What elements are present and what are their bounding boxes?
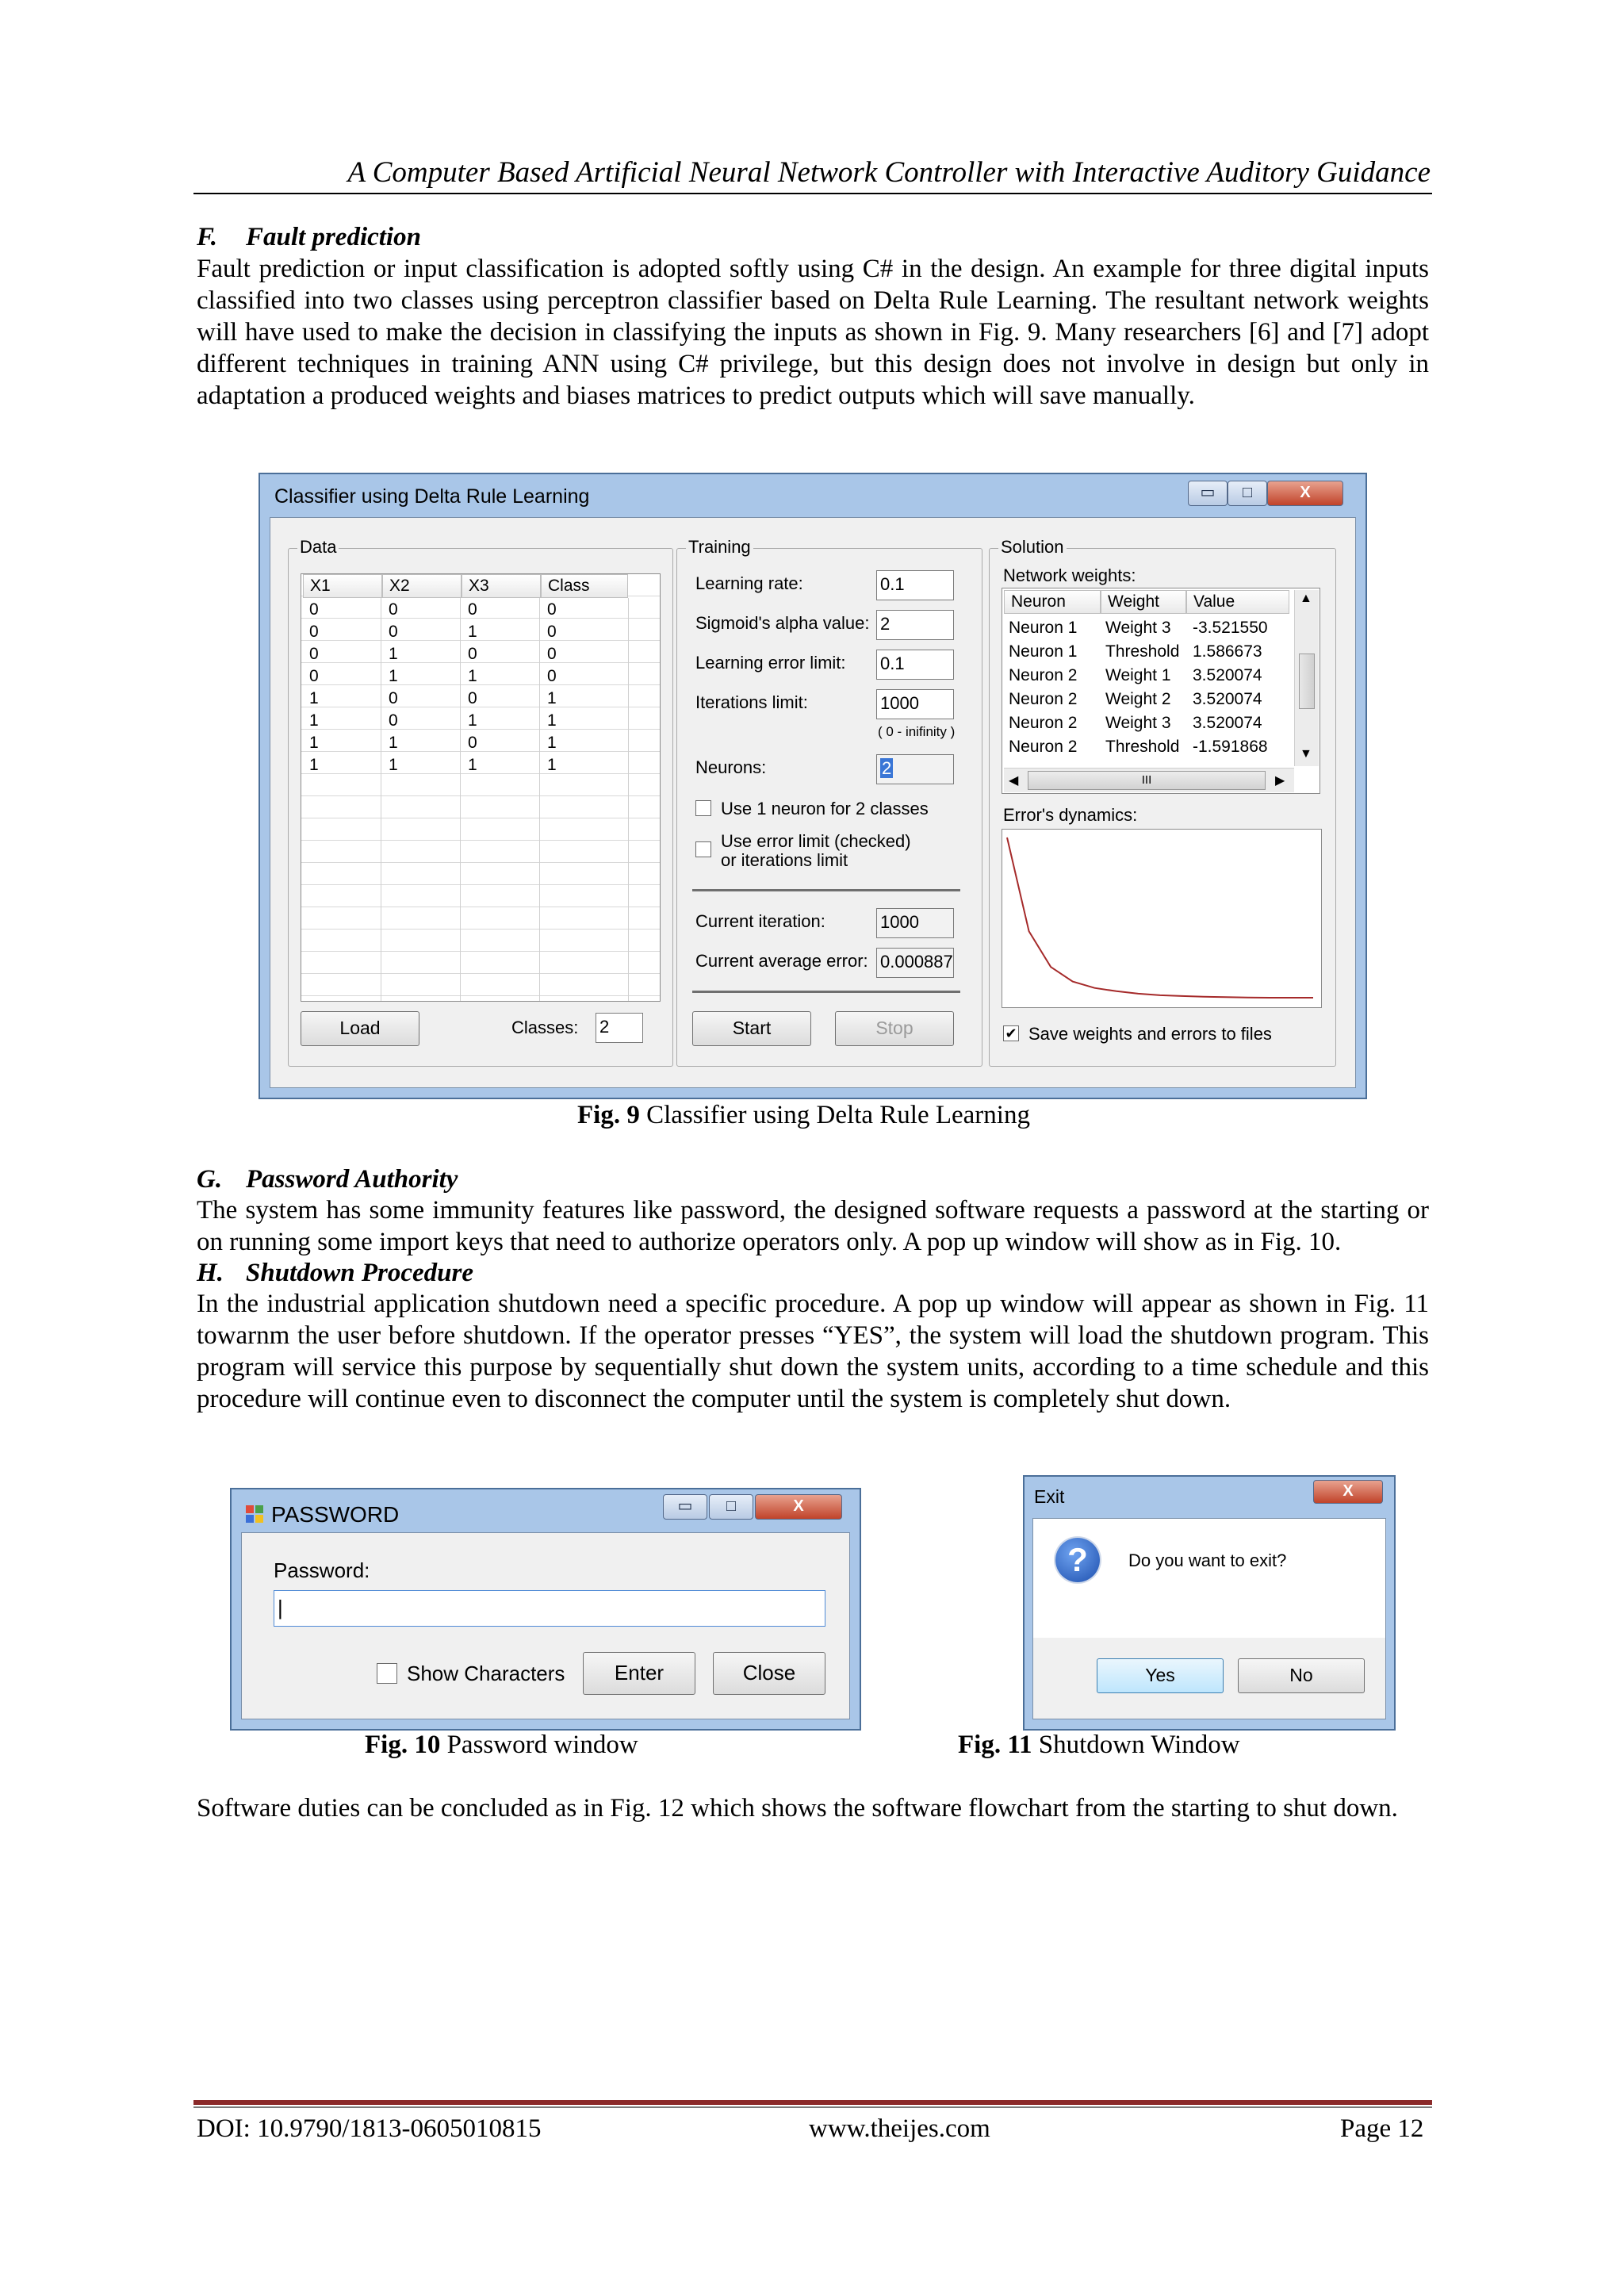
section-h-heading xyxy=(197,1256,473,1290)
data-col-x2[interactable]: X2 xyxy=(382,574,462,598)
errors-dynamics-label: Error's dynamics: xyxy=(1003,805,1138,825)
data-cell[interactable]: 1 xyxy=(389,756,398,774)
question-icon: ? xyxy=(1055,1538,1100,1582)
classes-label: Classes: xyxy=(511,1018,579,1037)
save-weights-label: Save weights and errors to files xyxy=(1028,1024,1272,1044)
neurons-field[interactable] xyxy=(876,754,954,784)
app-icon xyxy=(246,1505,263,1523)
learning-rate-field[interactable]: 0.1 xyxy=(876,570,954,600)
error-limit-field[interactable]: 0.1 xyxy=(876,650,954,680)
section-f-heading xyxy=(197,220,421,254)
start-button[interactable]: Start xyxy=(692,1011,811,1046)
section-f-number: F. xyxy=(197,223,218,251)
current-iteration-field: 1000 xyxy=(876,908,954,938)
weights-cell[interactable]: -1.591868 xyxy=(1193,738,1268,756)
close-button[interactable]: Close xyxy=(713,1652,825,1695)
enter-button[interactable]: Enter xyxy=(583,1652,695,1695)
fig9-caption xyxy=(577,1099,1030,1131)
solution-group-label: Solution xyxy=(998,537,1067,558)
footer-doi: DOI: 10.9790/1813-0605010815 xyxy=(197,2114,542,2143)
data-cell[interactable]: 1 xyxy=(468,667,477,685)
weights-vscroll-thumb[interactable] xyxy=(1299,654,1315,709)
running-head: A Computer Based Artificial Neural Network Controller with Interactive Auditory Guidance xyxy=(347,156,1431,189)
footer-rule-thin xyxy=(193,2106,1432,2108)
data-cell[interactable]: 1 xyxy=(468,711,477,730)
neurons-label: Neurons: xyxy=(695,757,767,777)
fig11-caption xyxy=(958,1729,1240,1761)
iterations-hint: ( 0 - inifinity ) xyxy=(878,724,956,739)
weights-cell[interactable]: 3.520074 xyxy=(1193,690,1262,708)
fig9-caption-text: Classifier using Delta Rule Learning xyxy=(639,1101,1030,1129)
data-cell[interactable]: 0 xyxy=(547,600,557,619)
section-g-heading xyxy=(197,1163,458,1196)
data-cell[interactable]: 0 xyxy=(309,667,319,685)
weights-col-value[interactable]: Value xyxy=(1186,590,1289,614)
weights-cell[interactable]: Threshold xyxy=(1105,738,1180,756)
data-cell[interactable]: 1 xyxy=(309,734,319,752)
data-cell[interactable]: 0 xyxy=(389,689,398,707)
footer-page: Page 12 xyxy=(1340,2114,1424,2143)
weights-hscrollbar[interactable] xyxy=(1004,768,1294,792)
data-cell[interactable]: 0 xyxy=(468,645,477,663)
stop-button[interactable]: Stop xyxy=(835,1011,954,1046)
weights-vscrollbar[interactable] xyxy=(1294,590,1319,766)
maximize-icon[interactable]: □ xyxy=(709,1494,753,1520)
exit-message: Do you want to exit? xyxy=(1128,1550,1287,1570)
weights-cell[interactable]: Neuron 2 xyxy=(1009,738,1078,756)
fig11-caption-text: Shutdown Window xyxy=(1032,1731,1240,1759)
close-icon[interactable]: X xyxy=(755,1494,842,1520)
fig10-caption xyxy=(365,1729,638,1761)
scroll-up-icon[interactable]: ▲ xyxy=(1300,592,1312,605)
data-col-divider xyxy=(460,598,461,1001)
close-icon[interactable]: X xyxy=(1313,1480,1383,1504)
section-g-title: Password Authority xyxy=(246,1165,458,1194)
error-curve xyxy=(1007,838,1313,998)
data-cell[interactable]: 1 xyxy=(309,689,319,707)
current-iteration-label: Current iteration: xyxy=(695,911,825,931)
password-window-title: PASSWORD xyxy=(271,1502,400,1527)
show-characters-label: Show Characters xyxy=(407,1662,565,1685)
weights-cell[interactable]: Neuron 1 xyxy=(1009,642,1078,661)
data-cell[interactable]: 1 xyxy=(389,645,398,663)
weights-cell[interactable]: 3.520074 xyxy=(1193,714,1262,732)
learning-rate-label: Learning rate: xyxy=(695,573,803,593)
data-table[interactable] xyxy=(301,573,661,1002)
use-one-neuron-label: Use 1 neuron for 2 classes xyxy=(721,799,929,818)
scroll-right-icon[interactable]: ▶ xyxy=(1275,774,1285,788)
data-cell[interactable]: 0 xyxy=(389,623,398,641)
data-cell[interactable]: 1 xyxy=(547,711,557,730)
data-cell[interactable]: 1 xyxy=(547,689,557,707)
section-f-body: Fault prediction or input classification is adopted softly using C# in the design. An example for three digital inputs classified into two classes using perceptron classifier based on Delta Rule Learning. The resultant network weights will have used to make the decision in classifying the inputs as shown in Fig. 9. Many researchers [6] and [7] adopt different techniques in training ANN using C# privilege, but this design does not involve in design but only in adaptation a produced weights and biases matrices to predict outputs which will save manually. xyxy=(197,255,1429,410)
data-cell[interactable]: 0 xyxy=(389,711,398,730)
data-cell[interactable]: 0 xyxy=(547,667,557,685)
data-cell[interactable]: 0 xyxy=(468,734,477,752)
weights-cell[interactable]: 3.520074 xyxy=(1193,666,1262,684)
weights-cell[interactable]: Weight 3 xyxy=(1105,714,1171,732)
data-cell[interactable]: 1 xyxy=(389,734,398,752)
sigmoid-alpha-label: Sigmoid's alpha value: xyxy=(695,613,870,633)
scroll-down-icon[interactable]: ▼ xyxy=(1300,747,1312,761)
fig9-caption-label: Fig. 9 xyxy=(577,1101,640,1129)
fig10-caption-text: Password window xyxy=(440,1731,638,1759)
current-error-field: 0.000887 xyxy=(876,948,954,978)
minimize-icon[interactable]: ▭ xyxy=(1188,481,1228,506)
data-cell[interactable]: 1 xyxy=(389,667,398,685)
data-cell[interactable]: 1 xyxy=(468,623,477,641)
weights-cell[interactable]: Weight 1 xyxy=(1105,666,1171,684)
load-button[interactable]: Load xyxy=(301,1011,419,1046)
section-g-number: G. xyxy=(197,1165,223,1194)
minimize-icon[interactable]: ▭ xyxy=(663,1494,707,1520)
classifier-client-area xyxy=(270,517,1356,1088)
section-h-title: Shutdown Procedure xyxy=(246,1259,473,1287)
use-error-limit-line2: or iterations limit xyxy=(721,850,848,870)
data-group-label: Data xyxy=(297,537,339,558)
password-window xyxy=(230,1488,861,1731)
data-cell[interactable]: 0 xyxy=(468,689,477,707)
iterations-limit-label: Iterations limit: xyxy=(695,692,808,712)
section-h-body: In the industrial application shutdown need a specific procedure. A pop up window will appear as shown in Fig. 11 towarnm the user before shutdown. If the operator presses “YES”, the system will load the shutdown program. This program will service this purpose by sequentially shut down the system units, according to a time schedule and this procedure will continue even to disconnect the computer until the system is completely shut down. xyxy=(197,1290,1429,1413)
no-button[interactable]: No xyxy=(1238,1658,1365,1693)
password-client-area xyxy=(241,1532,850,1719)
data-col-divider xyxy=(539,598,540,1001)
data-cell[interactable]: 1 xyxy=(309,711,319,730)
weights-cell[interactable]: Neuron 2 xyxy=(1009,690,1078,708)
weights-cell[interactable]: Weight 2 xyxy=(1105,690,1171,708)
weights-hscroll-thumb[interactable]: III xyxy=(1028,771,1266,790)
password-label: Password: xyxy=(274,1558,370,1582)
save-weights-checkbox[interactable]: ✔ xyxy=(1003,1025,1019,1041)
data-cell[interactable]: 0 xyxy=(547,623,557,641)
error-dynamics-chart xyxy=(1002,829,1322,1008)
sigmoid-alpha-field[interactable]: 2 xyxy=(876,610,954,640)
yes-button[interactable]: Yes xyxy=(1097,1658,1224,1693)
classifier-window-title: Classifier using Delta Rule Learning xyxy=(274,485,590,508)
exit-client-area xyxy=(1032,1518,1386,1719)
training-group-label: Training xyxy=(686,537,753,558)
data-cell[interactable]: 1 xyxy=(468,756,477,774)
footer-website[interactable]: www.theijes.com xyxy=(809,2114,990,2143)
section-h-number: H. xyxy=(197,1259,224,1287)
weights-col-neuron[interactable]: Neuron xyxy=(1004,590,1101,614)
data-col-x3[interactable]: X3 xyxy=(462,574,541,598)
scroll-left-icon[interactable]: ◀ xyxy=(1009,774,1019,788)
network-weights-label: Network weights: xyxy=(1003,565,1136,585)
weights-cell[interactable]: Weight 3 xyxy=(1105,619,1171,637)
closing-paragraph: Software duties can be concluded as in Fig. 12 which shows the software flowchart from the starting to shut down. xyxy=(197,1794,1398,1823)
neurons-value: 2 xyxy=(882,758,892,778)
maximize-icon[interactable]: □ xyxy=(1228,481,1267,506)
data-cell[interactable]: 1 xyxy=(547,734,557,752)
data-cell[interactable]: 1 xyxy=(309,756,319,774)
data-col-divider xyxy=(628,598,629,1001)
data-col-x1[interactable]: X1 xyxy=(303,574,382,598)
weights-col-weight[interactable]: Weight xyxy=(1101,590,1186,614)
training-separator-bottom xyxy=(692,991,960,993)
section-f-title: Fault prediction xyxy=(246,223,421,251)
weights-cell[interactable]: Threshold xyxy=(1105,642,1180,661)
fig10-caption-label: Fig. 10 xyxy=(365,1731,441,1759)
header-rule xyxy=(193,193,1432,194)
use-error-limit-label xyxy=(721,832,911,870)
data-cell[interactable]: 0 xyxy=(468,600,477,619)
data-cell[interactable]: 0 xyxy=(309,623,319,641)
footer-rule xyxy=(193,2100,1432,2105)
section-g-body: The system has some immunity features like password, the designed software requests a password at the starting or on running some import keys that need to authorize operators only. A pop up window will show as in Fig. 10. xyxy=(197,1196,1429,1256)
weights-cell[interactable]: 1.586673 xyxy=(1193,642,1262,661)
weights-list[interactable] xyxy=(1002,588,1320,794)
data-cell[interactable]: 0 xyxy=(309,600,319,619)
data-cell[interactable]: 1 xyxy=(547,756,557,774)
data-cell[interactable]: 0 xyxy=(309,645,319,663)
exit-window xyxy=(1023,1475,1396,1731)
use-one-neuron-checkbox[interactable] xyxy=(695,800,711,816)
iterations-limit-field[interactable]: 1000 xyxy=(876,689,954,719)
fig11-caption-label: Fig. 11 xyxy=(958,1731,1032,1759)
weights-cell[interactable]: -3.521550 xyxy=(1193,619,1268,637)
password-field[interactable]: | xyxy=(274,1590,825,1627)
current-error-label: Current average error: xyxy=(695,951,868,971)
exit-window-title: Exit xyxy=(1034,1486,1065,1507)
weights-cell[interactable]: Neuron 2 xyxy=(1009,666,1078,684)
weights-cell[interactable]: Neuron 1 xyxy=(1009,619,1078,637)
use-error-limit-checkbox[interactable] xyxy=(695,841,711,857)
error-limit-label: Learning error limit: xyxy=(695,653,846,673)
data-cell[interactable]: 0 xyxy=(389,600,398,619)
classifier-window xyxy=(259,473,1367,1099)
data-cell[interactable]: 0 xyxy=(547,645,557,663)
classes-field[interactable]: 2 xyxy=(596,1013,643,1043)
weights-cell[interactable]: Neuron 2 xyxy=(1009,714,1078,732)
training-separator-top xyxy=(692,889,960,891)
data-col-class[interactable]: Class xyxy=(541,574,628,598)
close-icon[interactable]: X xyxy=(1267,481,1343,506)
use-error-limit-line1: Use error limit (checked) xyxy=(721,831,911,851)
show-characters-checkbox[interactable] xyxy=(377,1663,397,1684)
